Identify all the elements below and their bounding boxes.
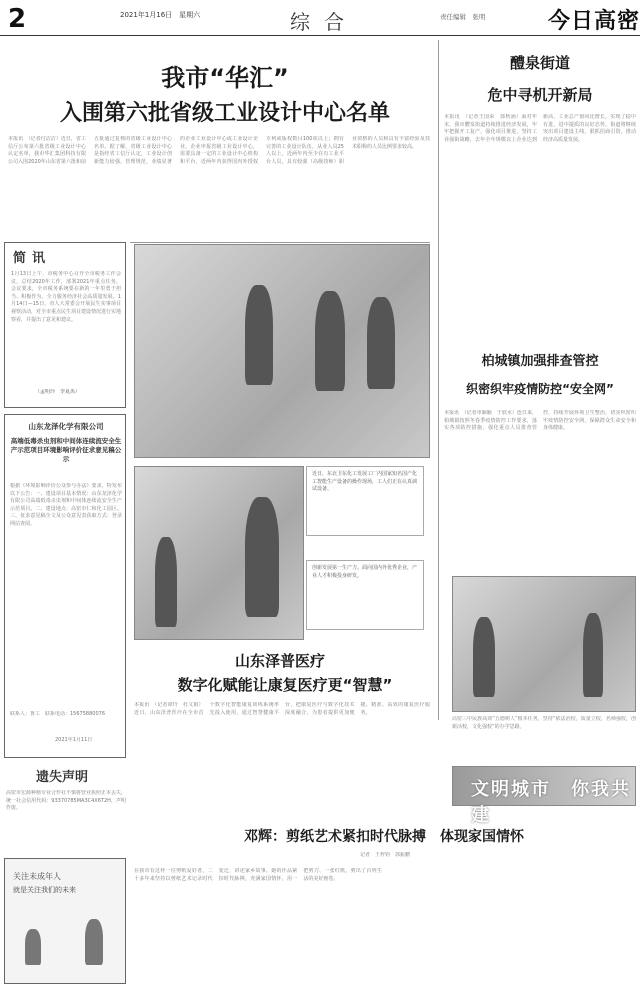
liquan-title-line2: 危中寻机开新局 [487,86,593,104]
column-divider [438,40,439,720]
baicheng-title-line1: 柏城镇加强排查管控 [481,354,599,369]
worker-figure [245,285,273,385]
factory-photo [134,244,430,458]
worker-figure [315,291,345,391]
medical-title-line1: 山东泽普医疗 [234,652,325,670]
issue-date: 2021年1月16日 星期六 [120,11,201,19]
researcher-figure [155,537,177,627]
baicheng-title-line2: 织密织牢疫情防控“安全网” [466,382,614,396]
ad-slogan-line2: 就是关注我们的未来 [13,886,76,894]
editor-credit: 责任编辑 张明 [440,13,486,21]
notice-title: 高端低毒杀虫剂和中间体连续流安全生产示范项目环境影响评价征求意见稿公示 [10,437,122,463]
public-service-ad [4,858,126,984]
paper-cut-body: 在我市有这样一位剪纸爱好者，二十多年来坚持以剪纸艺术记录时代变迁，讲述家乡故事。她的作品紧扣时代脉搏，充满家国情怀，用一把剪刀、一张红纸，剪出了百姓生活的美好画卷。 [134,868,382,882]
brief-box [4,242,126,408]
researcher-figure [245,497,279,617]
lead-title-line2: 入围第六批省级工业设计中心名单 [59,101,390,126]
lab-photo [134,466,304,640]
page-number: 2 [8,4,27,34]
factory-photo-caption: 近日，东北卫东化工发展工厂内国家知名国产化工智能生产设备的操作现场，工人们正在认真调试设备。 [306,466,424,536]
lost-notice-body: 高密市宏源种植专业合作社不慎将营业执照正本丢失，统一社会信用代码：93370785MA3C4X6T2H，声明作废。 [6,790,126,812]
classroom-photo [452,576,636,712]
worker-figure [367,297,395,389]
newspaper-logo: 今日高密 [548,8,640,34]
baicheng-story-body: 本报讯 （记者单颖颖 于软水）连日来，柏城镇按照冬春季疫情防控工作要求，落实各项防控措施，强化重点人员排查管控，持续开展环境卫生整治，切实织密织牢疫情防控安全网，保障群众生命安全和身体健康。 [444,410,636,432]
lead-story-body: 本报讯 （记者付洁洁）近日，省工信厅公布第六批省级工业设计中心认定名单，我市华汇集团科技有限公司入围2020年山东省第六批和前五批通过复核的省级工业设计中心名单。据了解，省级工业设计中心是指经省工信厅认定，工业设计创新能力较强，管理规范，业绩显著的企业工业设计中心或工业设计企业。企业申报省级工业设计中心，需要具备一定的工业设计中心机构和平台，近两年内获得国内外授权专利或版权数目100项以上；拥有完善的工业设计队伍，从业人员25人以上，近两年内至少在有工业平台人员，具有较强（高级技师）职业资格的人员和具有丰富经验及技术职称的人员比例要求较高。 [8,136,430,165]
medical-story-body: 本报讯 （记者谭玲 杜文娟）近日，山东泽普医疗在全市首个数字化智能康复训练系统率先投入使用，通过智慧健康平台，把康复医疗与数字化技术深度融合，为患者提供更加便捷、精准、高效的康复医疗服务。 [134,702,430,716]
notice-contact: 联系人：鲁工 联系电话：15675880076 [10,711,105,717]
brief-body: 1月13日上午，市税务中心召开全市税务工作会议，总结2020年工作，部署2021年重点任务。会议要求，全市税务系统要在新的一年里勇于担当、积极作为，全力服务经济社会高质量发展。1月14日—15日，市人大常委会开展民生实事项目视察活动，对全市重点民生项目建设情况进行实地察看，并提出了意见和建议。 [11,271,121,323]
civic-city-banner [452,766,636,826]
section-title: 综合 [290,10,358,34]
child-figure [25,929,41,965]
brief-heading: 简讯 [13,251,52,266]
lab-photo-caption: 创新发展第一生产力。面向国内外优秀企业，产业人才积极投身研发。 [306,560,424,630]
paper-cut-title: 邓辉：剪纸艺术紧扣时代脉搏 体现家国情怀 [244,829,524,845]
student-figure [583,613,603,697]
page-header [0,0,640,36]
notice-body: 根据《环境影响评价公众参与办法》要求，特发布以下公告：一、建设项目基本情况：山东龙泽化学有限公司高端低毒杀虫剂和中间体连续流安全生产示范项目。二、建设地点：高密市仁和化工园区。三、征求意见稿全文及公众意见表获取方式：登录网站查阅。 [10,483,122,527]
child-figure [85,919,103,965]
notice-company: 山东龙泽化学有限公司 [28,422,104,431]
paper-cut-byline: 记者 王梓钧 郭振鹏 [360,852,411,858]
ad-slogan-line1: 关注未成年人 [13,872,61,881]
liquan-title-line1: 醴泉街道 [509,54,570,72]
student-figure [473,617,495,697]
classroom-photo-caption: 高密三中民族高效“五德树人”根本任务，坚持“依法治校，质量立校，名师强校，创新活校，文化强校”的办学思路。 [452,716,636,730]
brief-byline: （孟明玲 李夏禹） [35,389,81,395]
medical-title-line2: 数字化赋能让康复医疗更“智慧” [177,676,393,694]
liquan-story-body: 本报讯 （记者王国荣 郭秋涵）面对年末，我市醴泉街道持续推进经济发展，牢牢把握开工复产，强化项目推进，坚持工业强街战略，去年全年规模以上企业达到新高，工业总产值同比增长，实现了稳中有进、进中提质的良好态势。街道将继续突出项目建设主线，狠抓招商引资，推动经济高质量发展。 [444,114,636,143]
environmental-notice [4,414,126,758]
lead-title-line1: 我市“华汇” [161,64,289,92]
notice-date: 2021年1月11日 [55,737,93,743]
civic-banner-text: 文明城市 你我共建 [471,779,631,826]
section-divider [130,242,430,243]
lost-notice-heading: 遗失声明 [36,770,89,785]
